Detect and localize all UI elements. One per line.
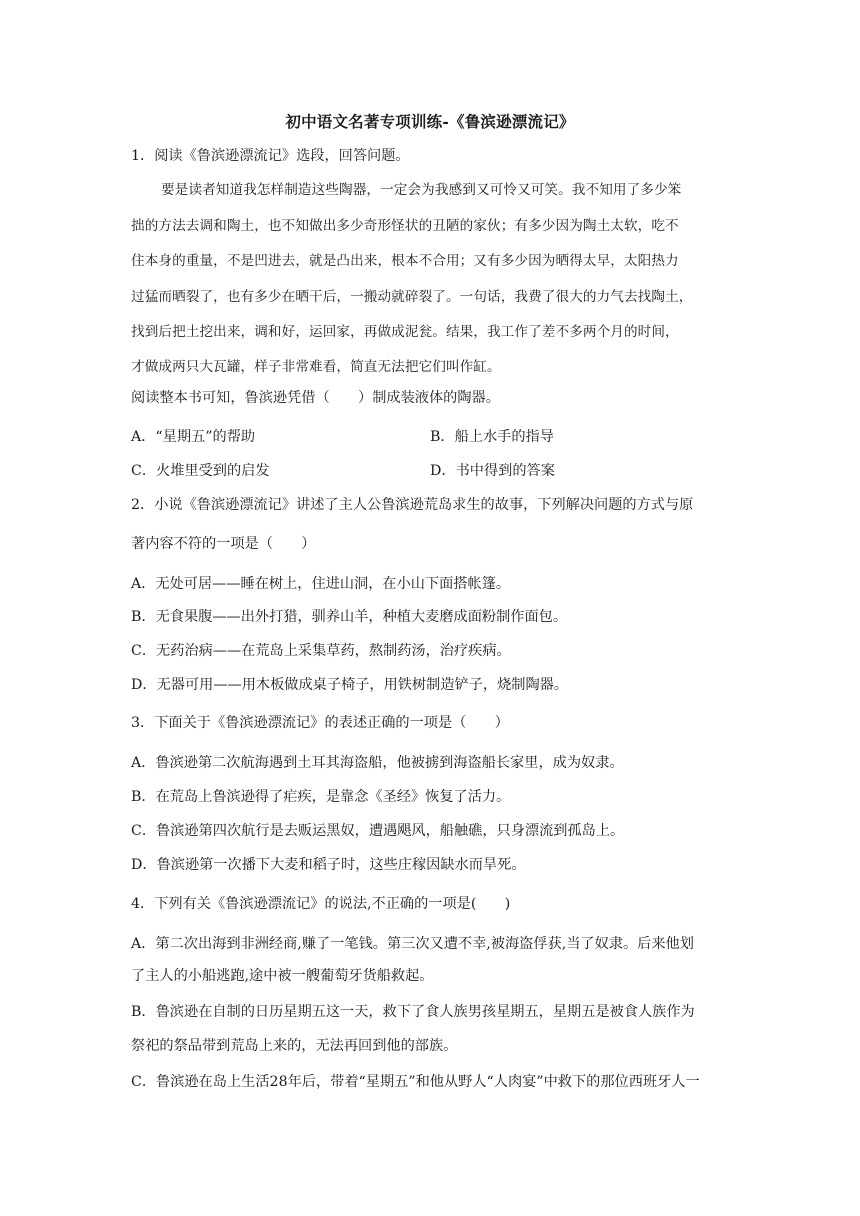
passage-line: 过猛而晒裂了，也有多少在晒干后，一搬动就碎裂了。一句话，我费了很大的力气去找陶土， xyxy=(131,289,693,305)
question-3-option-a: A．鲁滨逊第二次航海遇到土耳其海盗船，他被掳到海盗船长家里，成为奴隶。 xyxy=(131,755,624,771)
question-1-prompt: 阅读整本书可知，鲁滨逊凭借（ ）制成装液体的陶器。 xyxy=(131,390,500,406)
question-3-option-c: C．鲁滨逊第四次航行是去贩运黑奴，遭遇飓风，船触礁，只身漂流到孤岛上。 xyxy=(131,823,625,839)
question-3-option-b: B．在荒岛上鲁滨逊得了疟疾，是靠念《圣经》恢复了活力。 xyxy=(131,789,511,805)
question-1-option-d: D．书中得到的答案 xyxy=(430,463,555,479)
question-4-option-b: B．鲁滨逊在自制的日历星期五这一天，救下了食人族男孩星期五，星期五是被食人族作为 xyxy=(131,1004,695,1020)
question-2-option-a: A．无处可居——睡在树上，住进山洞，在小山下面搭帐篷。 xyxy=(131,576,511,592)
question-2-stem: 2．小说《鲁滨逊漂流记》讲述了主人公鲁滨逊荒岛求生的故事，下列解决问题的方式与原 xyxy=(131,497,694,513)
passage-line: 要是读者知道我怎样制造这些陶器，一定会为我感到又可怜又可笑。我不知用了多少笨 xyxy=(161,182,682,198)
question-1-stem: 1．阅读《鲁滨逊漂流记》选段，回答问题。 xyxy=(131,148,410,164)
question-3-stem: 3．下面关于《鲁滨逊漂流记》的表述正确的一项是（ ） xyxy=(131,715,509,731)
passage-line: 找到后把土挖出来，调和好，运回家，再做成泥瓮。结果，我工作了差不多两个月的时间， xyxy=(131,324,679,340)
passage-line: 住本身的重量，不是凹进去，就是凸出来，根本不合用；又有多少因为晒得太早，太阳热力 xyxy=(131,253,679,269)
question-3-option-d: D．鲁滨逊第一次播下大麦和稻子时，这些庄稼因缺水而旱死。 xyxy=(131,857,526,873)
question-2-stem: 著内容不符的一项是（ ） xyxy=(131,536,316,552)
question-2-option-c: C．无药治病——在荒岛上采集草药，熬制药汤，治疗疾病。 xyxy=(131,643,511,659)
question-4-option-b-cont: 祭祀的祭品带到荒岛上来的，无法再回到他的部族。 xyxy=(131,1038,458,1054)
question-1-option-b: B．船上水手的指导 xyxy=(430,429,554,445)
document-title: 初中语文名著专项训练-《鲁滨逊漂流记》 xyxy=(285,112,575,131)
question-1-option-c: C．火堆里受到的启发 xyxy=(131,463,270,479)
passage-line: 才做成两只大瓦罐，样子非常难看，简直无法把它们叫作缸。 xyxy=(131,359,501,375)
question-1-option-a: A．“星期五”的帮助 xyxy=(131,429,256,445)
question-2-option-b: B．无食果腹——出外打猎，驯养山羊，种植大麦磨成面粉制作面包。 xyxy=(131,609,568,625)
question-2-option-d: D．无器可用——用木板做成桌子椅子，用铁树制造铲子，烧制陶器。 xyxy=(131,677,569,693)
passage-line: 拙的方法去调和陶土，也不知做出多少奇形怪状的丑陋的家伙；有多少因为陶土太软，吃不 xyxy=(131,218,679,234)
question-4-option-c: C．鲁滨逊在岛上生活28年后，带着“星期五”和他从野人“人肉宴”中救下的那位西班牙人一 xyxy=(131,1074,700,1090)
question-4-stem: 4．下列有关《鲁滨逊漂流记》的说法,不正确的一项是( ) xyxy=(131,896,511,912)
question-4-option-a: A．第二次出海到非洲经商,赚了一笔钱。第三次又遭不幸,被海盗俘获,当了奴隶。后来他划 xyxy=(131,936,694,952)
question-4-option-a-cont: 了主人的小船逃跑,途中被一艘葡萄牙货船救起。 xyxy=(131,968,434,984)
